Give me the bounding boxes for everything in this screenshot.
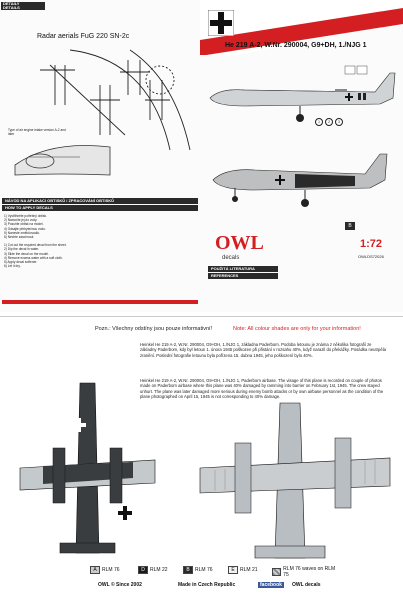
instructions-heading: NÁVOD NA APLIKACI OBTISKŮ / ZPRACOVÁNÍ OBTISKŮ: [2, 198, 198, 204]
legend-a-name: RLM 76: [102, 567, 120, 573]
instruction-line: 6) Nechte zaschnout.: [4, 235, 35, 240]
radar-label: Radar aerials FuG 220 SN-2c: [37, 33, 130, 40]
subject-title: He 219 A-2, W.Nr. 290004, G9+DH, 1./NJG 1: [225, 42, 367, 49]
bottom-view-plane: [195, 398, 395, 563]
scale-label: 1:72: [360, 238, 383, 250]
side-profile-upper: [205, 58, 401, 133]
intake-drawing: [10, 135, 120, 180]
callout-1: 1: [315, 118, 323, 126]
legend-e: [228, 566, 258, 574]
instruction-line-en: 4) Remove excess water with a soft cloth.: [4, 255, 63, 260]
literature-heading-en: REFERENCES: [208, 273, 278, 279]
instruction-line-en: 3) Slide the decal on the model.: [4, 251, 49, 256]
inlet-label: Type of air engine intake version A-2 and later: [8, 128, 66, 137]
legend-b: [183, 566, 213, 574]
side-profile-lower: [205, 140, 401, 220]
tag-line-1: DETAILY: [3, 1, 20, 6]
balkenkreuz-icon: [208, 10, 234, 36]
callouts-upper: [315, 118, 343, 126]
instructions-heading-en: HOW TO APPLY DECALS: [2, 205, 198, 211]
instruction-line: 3) Posuňte obtisk na model.: [4, 222, 44, 227]
instructions-red-bar: [2, 300, 198, 304]
instruction-line: 1) Vystřihněte potřebný obtisk.: [4, 214, 47, 218]
history-cz: Heinkel He 219 A-2, W.Nr. 290004, G9+DH, 1./NJG 1, základna Paderborn. Podoba letounu je známa z několika fotografií ze základny Paderborn, kdy byl letoun 1. února 1945 poškozen při přistání v rozsahu 40%, když narazil do překážky. Posádka neutrpěla zranění. Poslední fotografie letounu byla pořízena 15. dubna 1945, jeho poškození bylo 40%.: [140, 342, 386, 358]
wing-cross-icon: [118, 506, 132, 520]
instructions-list: [4, 214, 196, 268]
history-en: Heinkel He 219 A-2, W.Nr. 290004, G9+DH, 1./NJG 1, Paderborn airbase. The visage of this plane is recorded on couple of photos made on Paderborn airbase where this plane was 40% damaged by ramming into barrier on February 1st, 1945. The crew stayed unhurt. The plane was later damaged more serious during enemy bomb attacks or by own airbase personnel as the condition of the plane photographed on April 15, 1945 is not corresponding to 40% damage.: [140, 378, 384, 400]
instruction-line: 5) Naneste změkčovadlo.: [4, 230, 40, 235]
product-code: OWLDS72026: [358, 254, 384, 259]
facebook-badge[interactable]: facebook: [260, 582, 282, 588]
callout-3: 3: [335, 118, 343, 126]
legend-a-swatch: A: [90, 566, 100, 574]
owl-logo: OWL: [215, 232, 264, 254]
legend-waves-name: RLM 76 waves on RLM 75: [283, 566, 336, 578]
note-cz: Pozn.: Všechny odstíny jsou pouze informativní!: [95, 326, 213, 332]
footer-copyright: OWL © Since 2002: [98, 582, 142, 588]
legend-e-name: RLM 21: [240, 567, 258, 573]
instruction-line-en: 2) Dip the decal in water.: [4, 247, 40, 252]
note-en: Note: All colour shades are only for your information!: [233, 326, 361, 332]
owl-sub: decals: [222, 255, 240, 261]
legend-d: [138, 566, 168, 574]
instruction-line-en: 6) Let it dry.: [4, 264, 21, 269]
footer-made: Made in Czech Republic: [178, 582, 236, 588]
legend-a: [90, 566, 120, 574]
footer-brand: OWL decals: [292, 582, 321, 588]
details-tag: [1, 2, 45, 10]
legend-b-swatch: B: [183, 566, 193, 574]
legend-waves-swatch: [272, 568, 281, 576]
tag-line-2: DETAILS: [3, 5, 20, 10]
legend-e-swatch: E: [228, 566, 238, 574]
instruction-line: 4) Odsajte přebytečnou vodu.: [4, 226, 46, 231]
legend-waves: [272, 566, 336, 578]
instruction-line-en: 5) Apply decal softener.: [4, 260, 38, 265]
instruction-line: 2) Namočte jej do vody.: [4, 218, 38, 223]
legend-d-swatch: D: [138, 566, 148, 574]
callout-2: 2: [325, 118, 333, 126]
callout-b: B: [345, 222, 355, 230]
instruction-line-en: 1) Cut out the required decal from the sheet.: [4, 243, 67, 248]
top-view-plane: [15, 378, 160, 563]
literature-heading: POUŽITÁ LITERATURA: [208, 266, 278, 272]
legend-b-name: RLM 76: [195, 567, 213, 573]
legend-d-name: RLM 22: [150, 567, 168, 573]
